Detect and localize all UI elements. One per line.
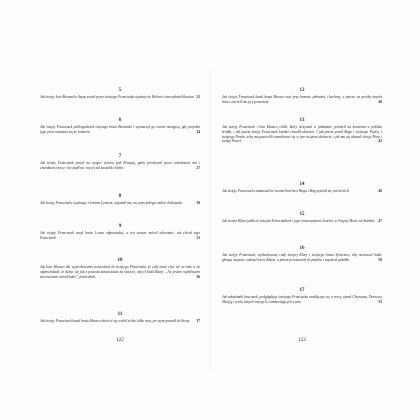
toc-entry [222, 288, 382, 305]
chapter-title-text: Jak święty Franciszek rozmawiał ze swoimi braćmi o Bogu i Bóg pojawił się wśród nich. [222, 189, 350, 193]
book-gutter [209, 70, 211, 370]
chapter-number: 11 [117, 312, 123, 317]
chapter-page-ref: 24 [196, 129, 200, 134]
toc-entry [40, 312, 200, 324]
toc-entry [40, 194, 200, 206]
chapter-number: 14 [299, 182, 305, 187]
chapter-number: 10 [117, 258, 123, 263]
chapter-page-ref: 42 [378, 139, 382, 144]
chapter-page-ref: 37 [196, 319, 200, 323]
toc-entry [40, 154, 200, 171]
chapter-title-text: Jak święty Franciszek, wysłuchawszy rady świętej Klary i świętego brata Sylwestra, aby nawracał ludzi, głosząc kazanie, założył trzeci Zakon, a potem przemawiał do ptaków i uspokoił jaskółki. [222, 253, 382, 262]
chapter-title-text: Jak brat Masseo dla wypróbowania powiedział do świętego Franciszka, że cały świat chce iść za nim, a on odpowiedział, że dzieje się tak z powodu zamieszania na świecie, aby (z łaski Bożej: „Ao jestem najlichszym stworzeniem wśród ludzi”, powiedział. [40, 265, 200, 279]
toc-entry [222, 118, 382, 144]
toc-entry [40, 88, 200, 100]
chapter-number: 13 [299, 118, 305, 123]
chapter-title-text: Jak święty Franciszek pościł na wyspie jeziora pod Perugią, gdzie przebywał przez czterdzieści dni i czterdzieści nocy i nie zjadł nic więcej niż kawałek chleba. [40, 161, 200, 170]
chapter-title-text: Jak święty Franciszek, wędrując z bratem Leonem, wyjaśnił mu, na czym polega radość doskonała. [40, 201, 183, 205]
toc-entry [222, 246, 382, 263]
chapter-title-text: Jak święty Franciszek kazał bratu Masseo obrócić się wokół siebie kilka razy, po czym poszedł do Sieny. [40, 319, 190, 323]
chapter-page-ref: 55 [378, 299, 382, 304]
chapter-page-ref: 50 [378, 257, 382, 262]
chapter-description [40, 319, 200, 324]
chapter-title-text: Jak święty Franciszek uczył brata Leona odpowiadać, a ten zawsze mówił odwrotnie, niż chciał tego Franciszek. [40, 231, 200, 240]
toc-entry [40, 258, 200, 279]
chapter-description [222, 95, 382, 105]
page-number-left: 122 [116, 338, 124, 343]
chapter-title-text: Jak święty brat Bernard z Asyżu został przez świętego Franciszka wysłany do Bolonii i tam założył klasztor. [40, 95, 195, 99]
chapter-description [40, 265, 200, 279]
chapter-page-ref: 46 [378, 189, 382, 193]
chapter-page-ref: 40 [378, 99, 382, 104]
chapter-description [40, 231, 200, 241]
chapter-title-text: Jak święty Franciszek pobłogosławił świętego brata Bernarda i wyznaczył go swoim następcą, gdy przyszła jego pora rozstania się ze światem. [40, 125, 200, 134]
chapter-page-ref: 36 [196, 274, 200, 279]
chapter-page-ref: 47 [378, 219, 382, 223]
chapter-page-ref: 33 [196, 235, 200, 240]
chapter-description [40, 95, 200, 100]
chapter-number: 8 [118, 194, 122, 199]
chapter-number: 15 [299, 212, 305, 217]
chapter-title-text: Jak święta Klara jadła ze świętym Franciszkiem i jego towarzyszami, braćmi, w Świętej Marii od Aniołów. [222, 219, 376, 223]
chapter-number: 12 [299, 88, 305, 93]
toc-entry [222, 182, 382, 194]
chapter-description [222, 219, 382, 224]
chapter-description [222, 253, 382, 263]
chapter-page-ref: 29 [196, 201, 200, 205]
toc-entry [40, 224, 200, 241]
chapter-number: 16 [299, 246, 305, 251]
chapter-title-text: Jak młodziutki braciszek, podglądając świętego Franciszka modlącego się w nocy, ujrzał Chrystusa, Dziewicę Maryję i wielu innych świętych, rozmawiających z nim. [222, 295, 382, 304]
page-number-right: 123 [298, 338, 306, 343]
toc-entry [40, 118, 200, 135]
chapter-title-text: Jak święty Franciszek i brat Masseo chleb, który otrzymali w jałmużnie, położyli na kamieniu w pobliżu źródła, i jak potem święty Franciszek bardzo chwalił ubóstwo. I jak potem prosił Boga i świętego Piotra, i świętego Pawła, żeby mu pozwolili rozmiłować się w tym świętym ubóstwie, i jak mu się ukazali święty Piotr i święty Paweł. [222, 125, 382, 144]
chapter-number: 17 [299, 288, 305, 293]
chapter-number: 9 [118, 224, 122, 229]
chapter-description [40, 125, 200, 135]
chapter-page-ref: 27 [196, 165, 200, 170]
chapter-description [222, 189, 382, 194]
chapter-number: 6 [118, 118, 122, 123]
toc-entry [222, 88, 382, 105]
chapter-number: 5 [118, 88, 122, 93]
chapter-description [40, 161, 200, 171]
chapter-description [222, 125, 382, 144]
chapter-title-text: Jak święty Franciszek kazał bratu Masseo stać przy bramie, jałmużnę i kuchnię; a potem, na prośby innych braci, zwrócił mu ją z powrotem. [222, 95, 382, 104]
chapter-number: 7 [118, 154, 122, 159]
chapter-page-ref: 21 [196, 95, 200, 99]
toc-entry [222, 212, 382, 224]
chapter-description [222, 295, 382, 305]
chapter-description [40, 201, 200, 206]
